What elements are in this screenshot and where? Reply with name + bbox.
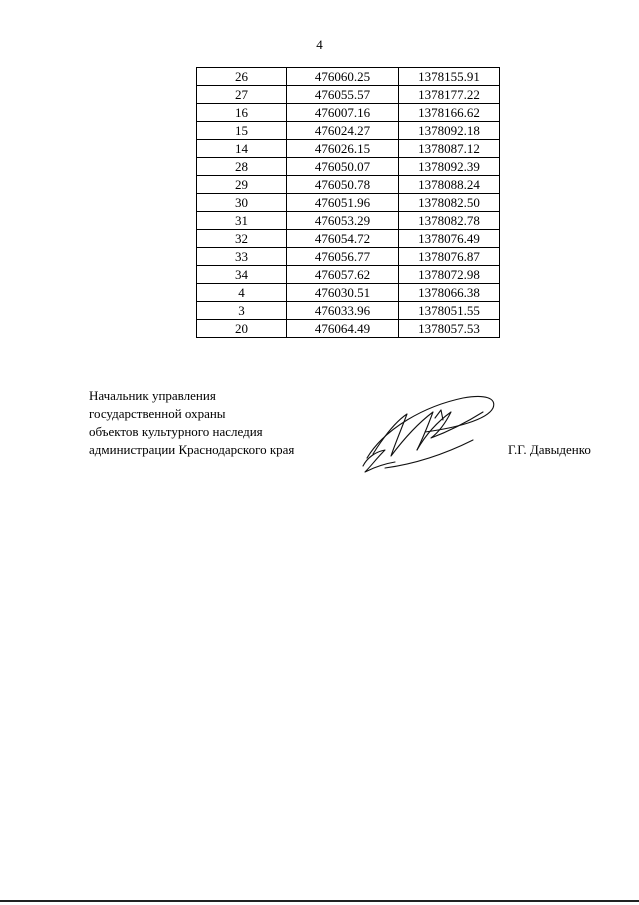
signatory-title-line: Начальник управления — [89, 388, 216, 403]
y-coordinate-cell: 1378177.22 — [399, 86, 500, 104]
signatory-title-line: государственной охраны — [89, 406, 226, 421]
y-coordinate-cell: 1378092.39 — [399, 158, 500, 176]
point-number-cell: 30 — [197, 194, 287, 212]
x-coordinate-cell: 476064.49 — [287, 320, 399, 338]
point-number-cell: 34 — [197, 266, 287, 284]
signatory-title — [89, 387, 294, 459]
point-number-cell: 33 — [197, 248, 287, 266]
x-coordinate-cell: 476026.15 — [287, 140, 399, 158]
x-coordinate-cell: 476024.27 — [287, 122, 399, 140]
y-coordinate-cell: 1378057.53 — [399, 320, 500, 338]
point-number-cell: 4 — [197, 284, 287, 302]
table-row — [197, 158, 500, 176]
x-coordinate-cell: 476055.57 — [287, 86, 399, 104]
point-number-cell: 32 — [197, 230, 287, 248]
table-row — [197, 302, 500, 320]
table-row — [197, 212, 500, 230]
x-coordinate-cell: 476053.29 — [287, 212, 399, 230]
x-coordinate-cell: 476054.72 — [287, 230, 399, 248]
signatory-title-line: объектов культурного наследия — [89, 424, 263, 439]
table-row — [197, 176, 500, 194]
page-number: 4 — [316, 37, 323, 52]
handwritten-signature — [355, 388, 505, 478]
table-row — [197, 266, 500, 284]
x-coordinate-cell: 476057.62 — [287, 266, 399, 284]
y-coordinate-cell: 1378092.18 — [399, 122, 500, 140]
y-coordinate-cell: 1378076.87 — [399, 248, 500, 266]
y-coordinate-cell: 1378082.78 — [399, 212, 500, 230]
table-row — [197, 104, 500, 122]
y-coordinate-cell: 1378072.98 — [399, 266, 500, 284]
x-coordinate-cell: 476007.16 — [287, 104, 399, 122]
table-row — [197, 86, 500, 104]
table-row — [197, 68, 500, 86]
point-number-cell: 28 — [197, 158, 287, 176]
signer-name: Г.Г. Давыденко — [508, 442, 591, 457]
y-coordinate-cell: 1378088.24 — [399, 176, 500, 194]
y-coordinate-cell: 1378155.91 — [399, 68, 500, 86]
y-coordinate-cell: 1378066.38 — [399, 284, 500, 302]
table-row — [197, 194, 500, 212]
point-number-cell: 27 — [197, 86, 287, 104]
point-number-cell: 29 — [197, 176, 287, 194]
point-number-cell: 26 — [197, 68, 287, 86]
x-coordinate-cell: 476051.96 — [287, 194, 399, 212]
x-coordinate-cell: 476033.96 — [287, 302, 399, 320]
coordinates-table — [196, 67, 500, 338]
table-row — [197, 230, 500, 248]
point-number-cell: 14 — [197, 140, 287, 158]
table-row — [197, 140, 500, 158]
table-row — [197, 320, 500, 338]
y-coordinate-cell: 1378082.50 — [399, 194, 500, 212]
signatory-title-line: администрации Краснодарского края — [89, 442, 295, 457]
y-coordinate-cell: 1378076.49 — [399, 230, 500, 248]
point-number-cell: 3 — [197, 302, 287, 320]
table-row — [197, 248, 500, 266]
y-coordinate-cell: 1378051.55 — [399, 302, 500, 320]
y-coordinate-cell: 1378166.62 — [399, 104, 500, 122]
point-number-cell: 16 — [197, 104, 287, 122]
point-number-cell: 15 — [197, 122, 287, 140]
y-coordinate-cell: 1378087.12 — [399, 140, 500, 158]
table-row — [197, 284, 500, 302]
point-number-cell: 20 — [197, 320, 287, 338]
x-coordinate-cell: 476050.07 — [287, 158, 399, 176]
x-coordinate-cell: 476056.77 — [287, 248, 399, 266]
x-coordinate-cell: 476030.51 — [287, 284, 399, 302]
table-row — [197, 122, 500, 140]
point-number-cell: 31 — [197, 212, 287, 230]
page-bottom-edge — [0, 900, 639, 902]
x-coordinate-cell: 476050.78 — [287, 176, 399, 194]
x-coordinate-cell: 476060.25 — [287, 68, 399, 86]
